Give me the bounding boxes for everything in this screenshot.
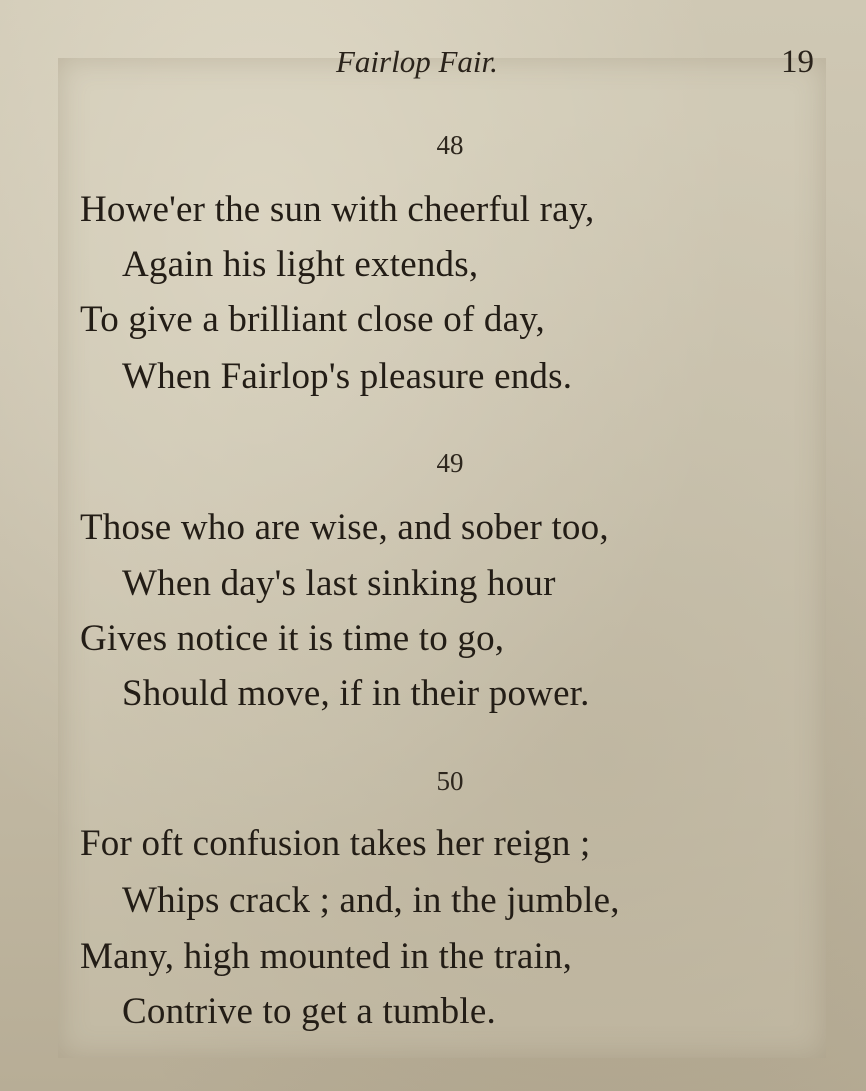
verse-line: Whips crack ; and, in the jumble,	[122, 880, 620, 921]
verse-line: When Fairlop's pleasure ends.	[122, 356, 573, 397]
verse-line: Those who are wise, and sober too,	[80, 507, 609, 548]
verse-line: Contrive to get a tumble.	[122, 991, 496, 1032]
verse-line: Should move, if in their power.	[122, 673, 590, 714]
running-title: Fairlop Fair.	[336, 44, 498, 79]
stanza-number: 49	[436, 448, 464, 478]
stanza-number: 48	[436, 130, 464, 160]
verse-line: When day's last sinking hour	[122, 563, 556, 604]
stanza-number: 50	[436, 766, 464, 796]
verse-line: Many, high mounted in the train,	[80, 936, 573, 977]
verse-line: Gives notice it is time to go,	[80, 618, 505, 659]
running-head	[0, 44, 866, 94]
verse-line: Howe'er the sun with cheerful ray,	[80, 189, 595, 230]
verse-line: To give a brilliant close of day,	[80, 299, 545, 340]
verse-line: For oft confusion takes her reign ;	[80, 823, 591, 864]
verse-line: Again his light extends,	[122, 244, 479, 285]
page-number: 19	[781, 44, 814, 80]
